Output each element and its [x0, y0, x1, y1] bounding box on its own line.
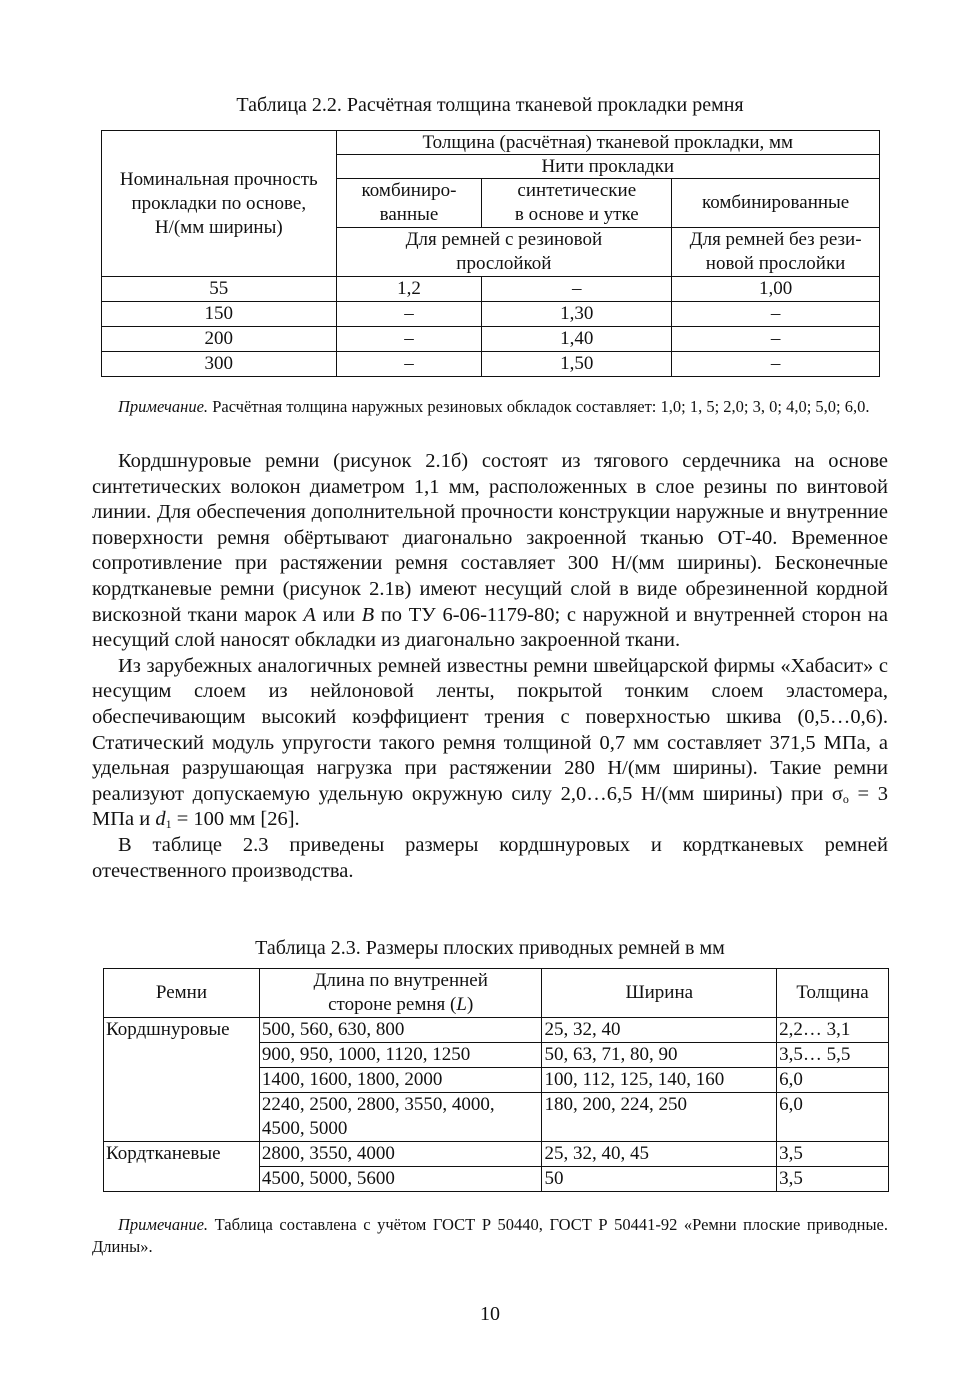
note-text: Таблица составлена с учётом ГОСТ Р 50440, ГОСТ Р 50441-92 «Ремни плоские приводные. Длины». [92, 1215, 888, 1256]
table-row: 1400, 1600, 1800, 2000 100, 112, 125, 140, 160 6,0 [104, 1068, 889, 1093]
paragraph-cord-belts: Кордшнуровые ремни (рисунок 2.1б) состоят из тягового сердечника на основе синтетических волокон диаметром 1,1 мм, расположенных в слое резины по винтовой линии. Для обеспечения дополнительной прочности конструкции наружные и внутренние поверхности ремня обёртывают диагонально закроенной тканью ОТ-40. Временное сопротивление при растяжении ремня составляет 300 Н/(мм ширины). Бесконечные кордтканевые ремни (рисунок 2.1в) имеют несущий слой в виде обрезиненной кордной вискозной ткани марок A или B по ТУ 6-06-1179-80; с наружной и внутренней сторон на несущий слой наносят обкладки из диагонально закроенной ткани. [92, 450, 888, 652]
table-row: 900, 950, 1000, 1120, 1250 50, 63, 71, 80, 90 3,5… 5,5 [104, 1043, 889, 1068]
header-thickness-group: Толщина (расчётная) тканевой прокладки, мм [336, 131, 879, 155]
paragraph-table-ref: В таблице 2.3 приведены размеры кордшнуровых и кордтканевых ремней отечественного производства. [92, 833, 888, 882]
table-2-2-caption: Таблица 2.2. Расчётная толщина тканевой прокладки ремня [236, 94, 744, 116]
group-cord-fabric: Кордтканевые [104, 1142, 260, 1192]
header-combined: комбинированные [672, 179, 880, 228]
header-threads: Нити прокладки [336, 155, 879, 179]
header-combined-short: комбиниро- ванные [336, 179, 482, 228]
header-belts: Ремни [104, 969, 260, 1018]
table-row: 4500, 5000, 5600 50 3,5 [104, 1167, 889, 1192]
note-text: Расчётная толщина наружных резиновых обкладок составляет: 1,0; 1, 5; 2,0; 3, 0; 4,0; 5,0; 6,0. [208, 397, 870, 416]
header-rubber-interlayer: Для ремней с резиновой прослойкой [336, 228, 672, 277]
header-nominal-strength: Номинальная прочность прокладки по основе, Н/(мм ширины) [102, 131, 337, 277]
table-2-3-caption: Таблица 2.3. Размеры плоских приводных ремней в мм [255, 937, 725, 959]
paragraph-foreign-belts: Из зарубежных аналогичных ремней известны ремни швейцарской фирмы «Хабасит» с несущим слоем из нейлоновой ленты, покрытой тонким слоем эластомера, обеспечивающим высокий коэффициент трения с поверхностью шкива (0,5…0,6). Статический модуль упругости такого ремня толщиной 0,7 мм составляет 371,5 МПа, а удельная разрушающая нагрузка при растяжении 280 Н/(мм ширины). Такие ремни реализуют допускаемую удельную окружную силу 2,0…6,5 Н/(мм ширины) при $\sigma_o = 3$ МПа и $d_1 = 100$ мм [26]. [92, 654, 888, 832]
header-length: Длина по внутренней стороне ремня (L) [259, 969, 542, 1018]
header-no-rubber-interlayer: Для ремней без рези- новой прослойки [672, 228, 880, 277]
body-text [92, 449, 888, 884]
table-row: 150 – 1,30 – [102, 302, 880, 327]
table-2-3 [103, 968, 889, 1192]
group-cord-cord: Кордшнуровые [104, 1018, 260, 1142]
table-row: Кордшнуровые 500, 560, 630, 800 25, 32, 40 2,2… 3,1 [104, 1018, 889, 1043]
table-row: 2240, 2500, 2800, 3550, 4000, 4500, 5000 180, 200, 224, 250 6,0 [104, 1093, 889, 1142]
header-width: Ширина [542, 969, 777, 1018]
header-thickness: Толщина [777, 969, 889, 1018]
note-label: Примечание. [118, 1215, 209, 1234]
table-2-2-note [92, 396, 888, 418]
table-2-2 [101, 130, 880, 377]
table-row: Кордтканевые 2800, 3550, 4000 25, 32, 40, 45 3,5 [104, 1142, 889, 1167]
note-label: Примечание. [118, 397, 209, 416]
table-2-3-note [92, 1214, 888, 1258]
page-number: 10 [480, 1303, 500, 1325]
table-row: 55 1,2 – 1,00 [102, 277, 880, 302]
table-row: 300 – 1,50 – [102, 352, 880, 377]
table-row: 200 – 1,40 – [102, 327, 880, 352]
header-synthetic: синтетические в основе и утке [482, 179, 672, 228]
